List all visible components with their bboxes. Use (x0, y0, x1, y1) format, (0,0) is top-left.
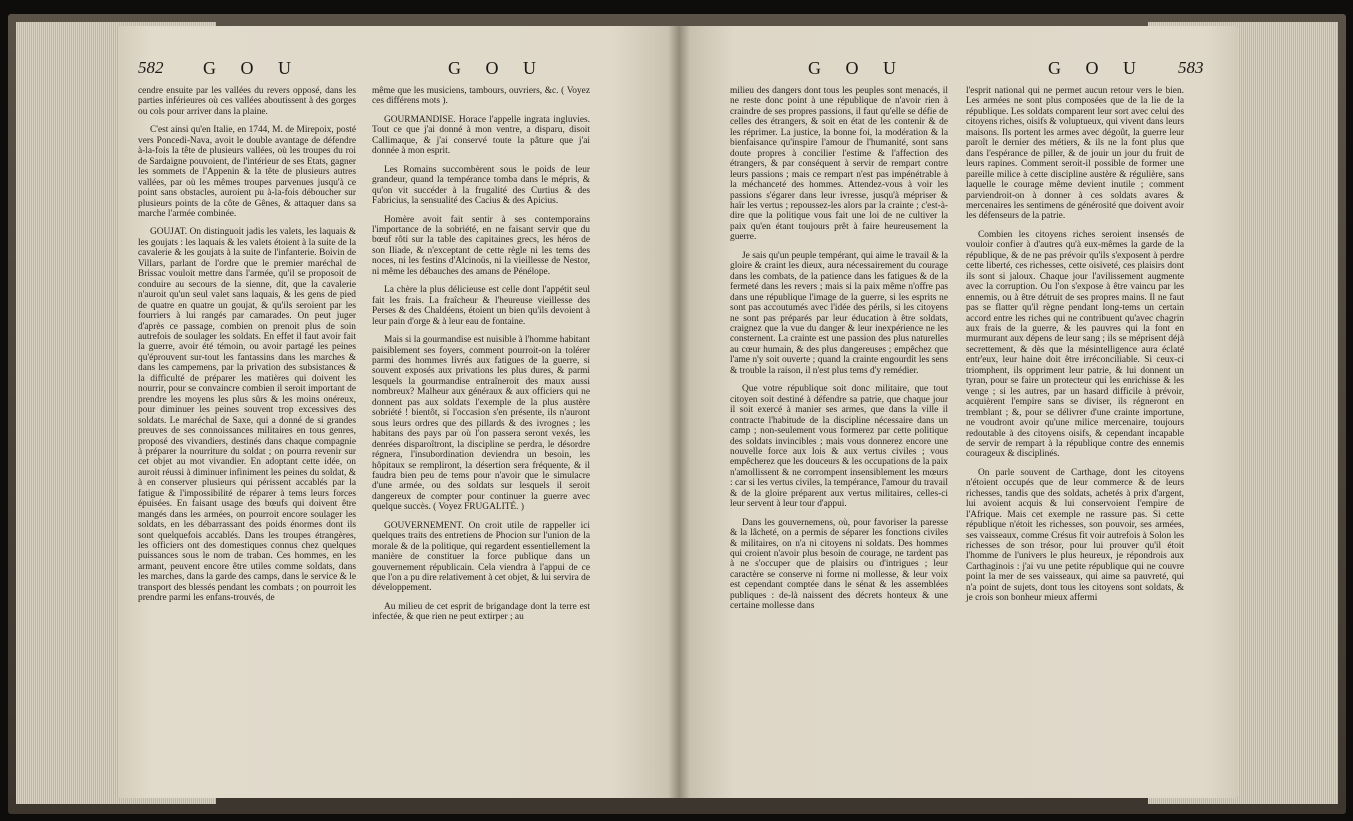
book (8, 14, 1346, 814)
left-running-head-2: G O U (448, 58, 546, 78)
paragraph: La chère la plus délicieuse est celle dont l'appétit seul fait les frais. La fraîcheur & l'heureuse vieillesse des Perses & des Chaldéens, étoient un bien qu'ils devoient à leur pain d'orge & à leur eau de fontaine. (372, 285, 590, 327)
left-page-number: 582 (138, 58, 164, 77)
paragraph: Les Romains succombèrent sous le poids de leur grandeur, quand la tempérance tomba dans le mépris, & qu'on vit succéder à la frugalité des Curtius & des Fabricius, la sensualité des Cacius & des Apicius. (372, 164, 590, 207)
paragraph: Homère avoit fait sentir à ses contemporains l'importance de la sobriété, en ne faisant servir que du bœuf rôti sur la table des capitaines grecs, les héros de son Iliade, & n'exceptant de cette règle ni les tems des noces, ni les festins d'Alcinoüs, ni la vieillesse de Nestor, ni même les débauches des amans de Pénélope. (372, 214, 590, 277)
right-page-number: 583 (1178, 58, 1204, 77)
right-running-head-1: G O U (808, 58, 906, 78)
right-page (678, 26, 1238, 798)
left-column-2 (372, 86, 590, 631)
paragraph: l'esprit national qui ne permet aucun retour vers le bien. Les armées ne sont plus composées que de la lie de la république. Les soldats comparent leur sort avec celui des citoyens riches, oisifs & voluptueux, qui vivent dans leurs maisons. Ils portent les armes avec dégoût, la guerre leur paroît le dernier des métiers, & ils ne la font plus que dans l'espérance de piller, & de jouir un jour du fruit de leurs rapines. Comment seroit-il possible de former une pareille milice à cette discipline austère & régulière, sans laquelle le courage même devient inutile ; comment parviendroit-on à donner à ces soldats avares & mercenaires les sentimens de générosité que doivent avoir les défenseurs de la patrie. (966, 86, 1184, 222)
paragraph: C'est ainsi qu'en Italie, en 1744, M. de Mirepoix, posté vers Poncedi-Nava, avoit le double avantage de défendre à-la-fois la tête de plusieurs vallées, où les troupes du roi de Sardaigne pouvoient, de l'intérieur de ses Etats, gagner les sommets de l'Appenin & la tête de plusieurs autres vallées, par où les mêmes troupes parvenues jusqu'à ce point sans obstacles, auroient pu à-la-fois déboucher sur plusieurs points de la côte de Gênes, & attaquer dans sa marche l'armée combinée. (138, 125, 356, 219)
right-column-1 (730, 86, 948, 620)
book-gutter (668, 26, 690, 798)
left-column-1 (138, 86, 356, 612)
paragraph: Que votre république soit donc militaire, que tout citoyen soit destiné à défendre sa patrie, que chaque jour il soit exercé à manier ses armes, que dans la ville il contracte l'habitude de la discipline nécessaire dans un camp ; non-seulement vous formerez par cette politique des soldats invincibles ; mais vous donnerez encore une nouvelle force aux lois & aux vertus civiles ; vous empêcherez que les douceurs & les occupations de la paix n'amollissent & ne corrompent insensiblement les mœurs : car si les vertus civiles, la tempérance, l'amour du travail & de la gloire préparent aux vertus militaires, celles-ci leur servent à leur tour d'appui. (730, 384, 948, 510)
paragraph: Dans les gouvernemens, où, pour favoriser la paresse & la lâcheté, on a permis de séparer les fonctions civiles & militaires, on n'a ni citoyens ni soldats. Des hommes qui croient n'avoir plus besoin de courage, ne tardent pas à ne s'occuper que de plaisirs ou d'intrigues ; leur caractère se conserve ni forme ni mollesse, & leur voix est cependant comptée dans le sénat & les assemblées publiques : de-là naissent des décrets honteux & une certaine mollesse dans (730, 517, 948, 612)
paragraph: GOUVERNEMENT. On croit utile de rappeller ici quelques traits des entretiens de Phocion sur l'union de la morale & de la politique, qui regardent essentiellement la manière de constituer la force publique dans un gouvernement républicain. Cela viendra à l'appui de ce que l'on a pu dire relativement à cet objet, & lui servira de développement. (372, 520, 591, 594)
paragraph: Combien les citoyens riches seroient insensés de vouloir confier à d'autres qu'à eux-mêmes la garde de la république, & de ne pas prévoir qu'ils s'exposent à perdre cette liberté, ces richesses, cette oisiveté, ces plaisirs dont ils sont si jaloux. Chaque jour l'avilissement augmente avec la corruption. Ou l'on s'expose à être vaincu par les ennemis, ou à être détruit de ses propres mains. Il ne faut pas se flatter qu'il règne pendant long-tems un certain accord entre les riches qui ne contribuent qu'avec chagrin aux frais de la guerre, & les pauvres qui la font en murmurant aux dépens de leur sang ; ils se méprisent déjà secrettement, & dès que la mésintelligence aura éclaté entr'eux, leur haine doit être irréconciliable. Si ceux-ci triomphent, ils oppriment leur patrie, & lui donnent un tyran, pour se faire un protecteur qui les enrichisse & les venge ; si les autres, par un hasard difficile à prévoir, acquièrent l'empire sans se diviser, ils régneront en tremblant ; &, pour se délivrer d'une crainte importune, ne voudront avoir qu'une milice mercenaire, toujours redoutable à des citoyens oisifs, & cependant incapable de servir de rempart à la république contre des ennemis courageux & disciplinés. (966, 229, 1184, 460)
paragraph: cendre ensuite par les vallées du revers opposé, dans les parties inférieures où ces vallées aboutissent à des gorges ou cols pour arriver dans la plaine. (138, 86, 356, 117)
paragraph: Au milieu de cet esprit de brigandage dont la terre est infectée, & que rien ne peut extirper ; au (372, 601, 590, 623)
paragraph: GOURMANDISE. Horace l'appelle ingrata ingluvies. Tout ce que j'ai donné à mon ventre, a disparu, disoit Callimaque, & j'ai conservé toute la pâture que j'ai donnée à mon esprit. (372, 114, 590, 157)
paragraph: On parle souvent de Carthage, dont les citoyens n'étoient occupés que de leur commerce & de leurs richesses, tandis que des soldats, achetés à prix d'argent, lui avoient acquis & lui conservoient l'empire de l'Afrique. Mais cet exemple ne rassure pas. Si cette république n'étoit les richesses, son pouvoir, ses armées, ses vaisseaux, comme Crésus fit voir autrefois à Solon les richesses de son trésor, pour lui prouver qu'il étoit l'homme de l'univers le plus heureux, je répondrois aux Carthaginois : j'ai vu une petite république qui ne couvre point la mer de ses vaisseaux, qui aime sa pauvreté, qui n'a point de sujets, dont tous les citoyens sont soldats, & je crois son bonheur mieux affermi (966, 467, 1184, 604)
left-page (118, 26, 678, 798)
paragraph: GOUJAT. On distinguoit jadis les valets, les laquais & les goujats : les laquais & les valets étoient à la suite de la cavalerie & les goujats à la suite de l'infanterie. Boivin de Villars, parlant de l'ordre que le premier maréchal de Brissac vouloit mettre dans l'armée, qu'il se proposoit de conduire au secours de la sienne, dit, que la cavalerie n'auroit qu'un seul valet sans laquais, & les gens de pied de quatre en quatre un goujat, & qu'ils seroient par les fourriers à lui rangés par camarades. On peut juger d'après ce passage, combien on prenoit plus de soin autrefois de soulager les soldats. En effet il faut avoir fait la guerre, avoir été témoin, ou avoir partagé les peines qu'éprouvent sur-tout les fantassins dans les marches & dans les campemens, par la privation des subsistances & la difficulté de préparer les matières qui doivent les nourrir, pour se convaincre combien il seroit important de prendre les moyens les plus sûrs & les moins onéreux, pour diminuer les peines souvent trop excessives des soldats. Le maréchal de Saxe, qui a donné de si grandes preuves de ses connoissances militaires en tous genres, proposé des vivandiers, destinés dans chaque compagnie à préparer la nourriture du soldat ; on pourra revenir sur cet objet au mot vivandier. En adoptant cette idée, on auroit réussi à diminuer infiniment les peines du soldat, & à en conserver plusieurs qui périssent accablés par la fatigue & l'impossibilité de réparer à tems leurs forces épuisées. En faisant usage des bœufs qui doivent être mangés dans les armées, on pourroit encore soulager les soldats, en les débarrassant des poids énormes dont ils sont quelquefois accablés. Dans les troupes étrangères, les officiers ont des domestiques connus chez quelques puissances sous le nom de traban. Ces hommes, en les armant, peuvent encore être utiles comme soldats, dans les marches, dans la garde des camps, dans le service & le transport des blessés pendant les combats ; on pourroit les prendre parmi les enfans-trouvés, de (138, 227, 356, 604)
paragraph: milieu des dangers dont tous les peuples sont menacés, il ne reste donc point à une république de n'avoir rien à craindre de ses propres passions, il faut qu'elle se défie de celles des étrangers, & soit en état de les contenir & de les réprimer. La justice, la bonne foi, la modération & la bienfaisance qu'inspire l'amour de l'humanité, sont sans doute propres à concilier l'estime & l'affection des étrangers, & par conséquent à servir de rempart contre leurs passions ; mais ce rempart n'est pas impénétrable à la méchanceté des hommes. Attendez-vous à voir les passions s'égarer dans leur ivresse, jusqu'à mépriser & haïr les vertus ; repoussez-les alors par la crainte ; c'est-à-dire que la politique vous fait une loi de ne cultiver la paix qu'en étant toujours prêt à faire heureusement la guerre. (730, 86, 948, 243)
paragraph: Mais si la gourmandise est nuisible à l'homme habitant paisiblement ses foyers, comment pourroit-on la tolérer parmi des hommes livrés aux fatigues de la guerre, si souvent exposés aux privations les plus dures, & parmi lesquels la gourmandise entraîneroit des maux aussi nombreux? Malheur aux généraux & aux officiers qui ne donnent pas aux soldats l'exemple de la plus austère sobriété ! bientôt, si l'occasion s'en présente, ils n'auront sous leurs ordres que des pillards & des ivrognes ; les habitans des pays par où l'on passera seront vexés, les denrées disparoîtront, la discipline se perdra, le désordre régnera, l'insubordination deviendra un besoin, les hôpitaux se rempliront, la désertion sera fréquente, & il faudra bien peu de tems pour n'avoir que le simulacre d'une armée, ou des soldats sur lesquels il seroit dangereux de compter pour continuer la guerre avec quelque succès. ( Voyez FRUGALITÉ. ) (372, 335, 590, 513)
left-running-head-1: G O U (203, 58, 301, 78)
right-running-head-2: G O U (1048, 58, 1146, 78)
paragraph: Je sais qu'un peuple tempérant, qui aime le travail & la gloire & craint les dieux, aura nécessairement du courage dans les combats, de la patience dans les fatigues & de la fermeté dans les revers ; mais si la paix même n'offre pas dans une république l'image de la guerre, si les esprits ne sont pas accoutumés avec l'idée des périls, si les citoyens ne sont pas préparés par leur éducation à être soldats, craignez que la vue du danger & leur inexpérience ne les consternent. La crainte est une passion des plus naturelles au cœur humain, & des plus dangereuses ; empêchez que l'ame n'y soit ouverte ; quand la crainte engourdit les sens & trouble la raison, il n'est plus tems d'y remédier. (730, 250, 948, 376)
right-column-2 (966, 86, 1184, 612)
paragraph: même que les musiciens, tambours, ouvriers, &c. ( Voyez ces différens mots ). (372, 86, 590, 107)
